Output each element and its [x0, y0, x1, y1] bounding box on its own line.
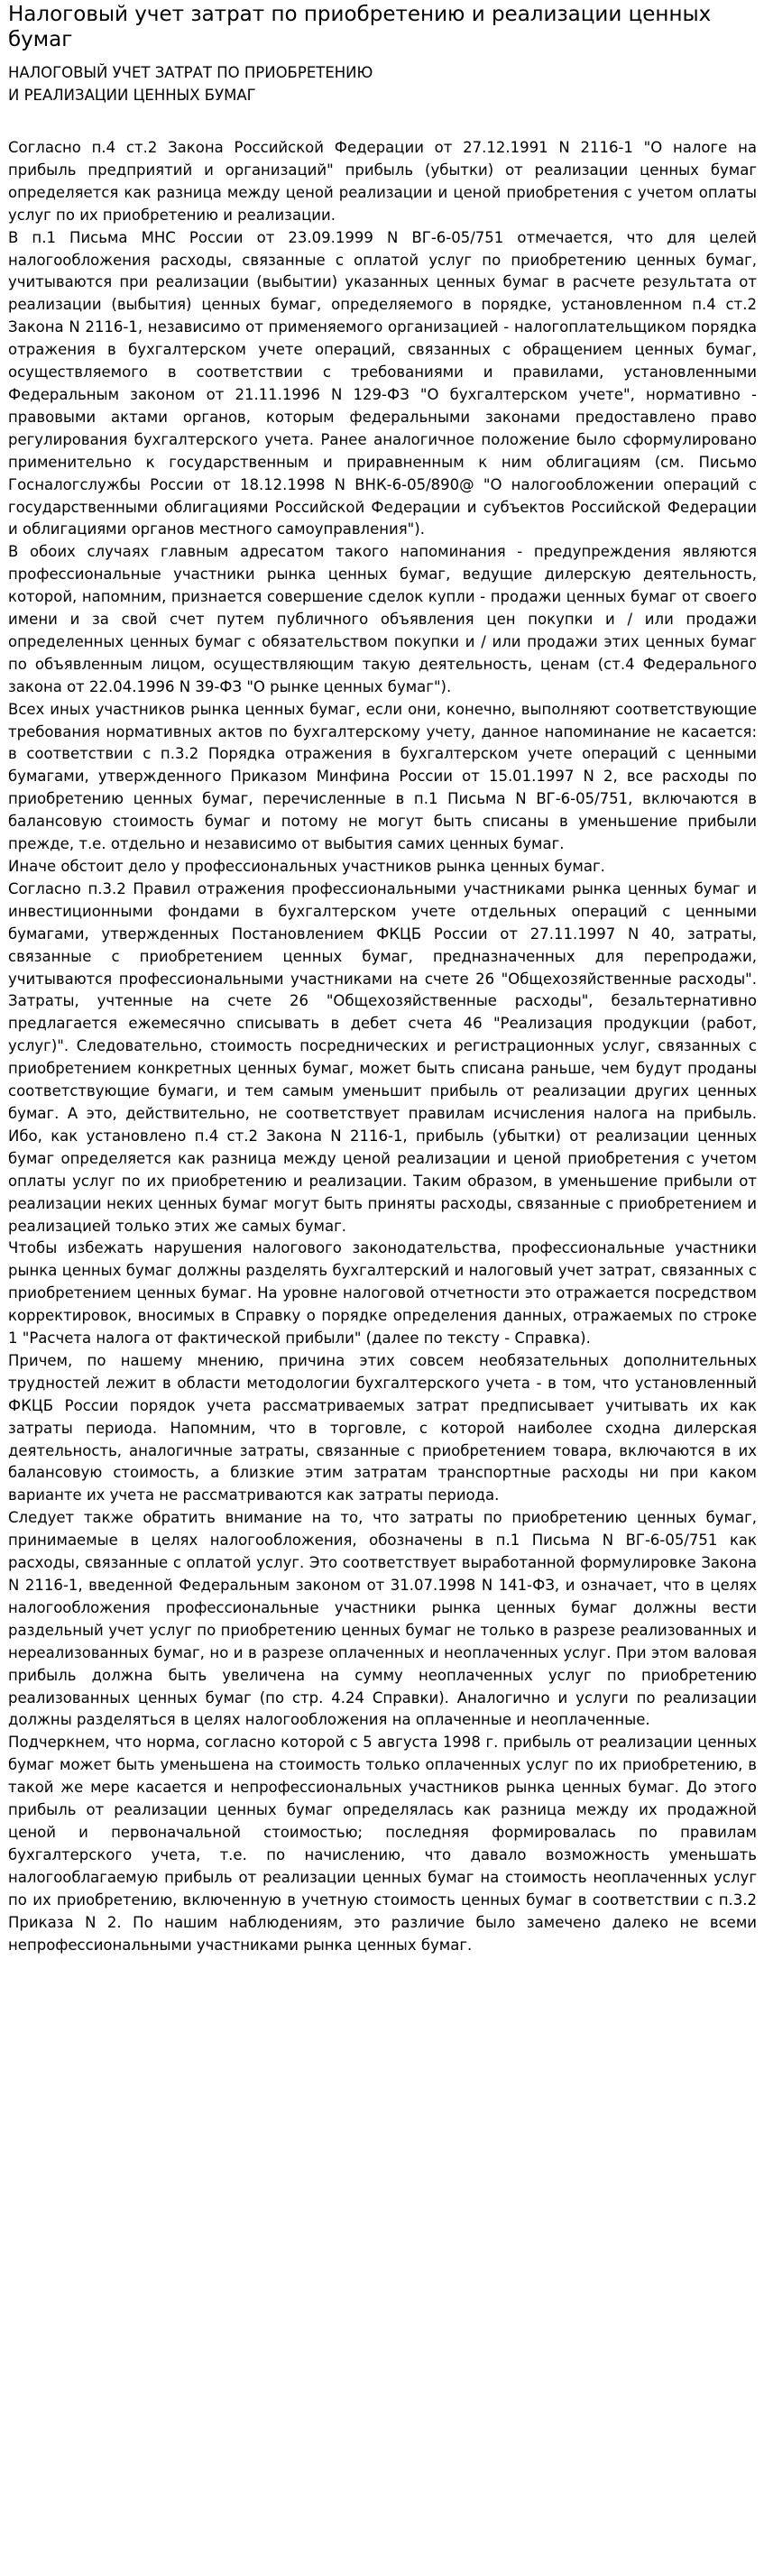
paragraph-4: Всех иных участников рынка ценных бумаг, если они, конечно, выполняют соответствующие требования нормативных актов по бухгалтерскому учету, данное напоминание не касается: в соответствии с п.3.2 Порядка отражения в бухгалтерском учете операций с ценными бумагами, утвержденного Приказом Минфина России от 15.01.1997 N 2, все расходы по приобретению ценных бумаг, перечисленные в п.1 Письма N ВГ-6-05/751, включаются в балансовую стоимость бумаг и потому не могут быть списаны в уменьшение прибыли прежде, т.е. отдельно и независимо от выбытия самих ценных бумаг. [8, 700, 757, 853]
paragraph-3: В обоих случаях главным адресатом такого напоминания - предупреждения являются профессиональные участники рынка ценных бумаг, ведущие дилерскую деятельность, которой, напомним, признается совершение сделок купли - продажи ценных бумаг от своего имени и за свой счет путем публичного объявления цен покупки и / или продажи определенных ценных бумаг с обязательством покупки и / или продажи этих ценных бумаг по объявленным лицом, осуществляющим такую деятельность, ценам (ст.4 Федерального закона от 22.04.1996 N 39-ФЗ "О рынке ценных бумаг"). [8, 543, 757, 695]
document-heading [8, 61, 757, 106]
paragraph-8: Причем, по нашему мнению, причина этих совсем необязательных дополнительных трудностей лежит в области методологии бухгалтерского учета - в том, что установленный ФКЦБ России порядок учета рассматриваемых затрат предписывает учитывать их как затраты периода. Напомним, что в торговле, с которой наиболее сходна дилерская деятельность, аналогичные затраты, связанные с приобретением товара, включаются в их балансовую стоимость, а близкие этим затратам транспортные расходы ни при каком варианте их учета не рассматриваются как затраты периода. [8, 1351, 757, 1504]
paragraph-7: Чтобы избежать нарушения налогового законодательства, профессиональные участники рынка ценных бумаг должны разделять бухгалтерский и налоговый учет затрат, связанных с приобретением ценных бумаг. На уровне налоговой отчетности это отражается посредством корректировок, вносимых в Справку о порядке определения данных, отражаемых по строке 1 "Расчета налога от фактической прибыли" (далее по тексту - Справка). [8, 1239, 757, 1348]
paragraph-1: Согласно п.4 ст.2 Закона Российской Федерации от 27.12.1991 N 2116-1 "О налоге на прибыль предприятий и организаций" прибыль (убытки) от реализации ценных бумаг определяется как разница между ценой реализации и ценой приобретения с учетом оплаты услуг по их приобретению и реализации. [8, 139, 757, 224]
paragraph-2: В п.1 Письма МНС России от 23.09.1999 N ВГ-6-05/751 отмечается, что для целей налогообложения расходы, связанные с оплатой услуг по приобретению ценных бумаг, учитываются при реализации (выбытии) указанных ценных бумаг в расчете результата от реализации (выбытия) ценных бумаг, определяемого в порядке, установленном п.4 ст.2 Закона N 2116-1, независимо от применяемого организацией - налогоплательщиком порядка отражения в бухгалтерском учете операций, связанных с обращением ценных бумаг, осуществляемого в соответствии с требованиями и правилами, установленными Федеральным законом от 21.11.1996 N 129-ФЗ "О бухгалтерском учете", нормативно - правовыми актами органов, которым федеральными законами предоставлено право регулирования бухгалтерского учета. Ранее аналогичное положение было сформулировано применительно к государственным и приравненным к ним облигациям (см. Письмо Госналогслужбы России от 18.12.1998 N ВНК-6-05/890@ "О налогообложении операций с государственными облигациями Российской Федерации и субъектов Российской Федерации и облигациями органов местного самоуправления"). [8, 228, 757, 538]
paragraph-9: Следует также обратить внимание на то, что затраты по приобретению ценных бумаг, принимаемые в целях налогообложения, обозначены в п.1 Письма N ВГ-6-05/751 как расходы, связанные с оплатой услуг. Это соответствует выработанной формулировке Закона N 2116-1, введенной Федеральным законом от 31.07.1998 N 141-ФЗ, и означает, что в целях налогообложения профессиональные участники рынка ценных бумаг должны вести раздельный учет услуг по приобретению ценных бумаг не только в разрезе реализованных и нереализованных бумаг, но и в разрезе оплаченных и неоплаченных услуг. При этом валовая прибыль должна быть увеличена на сумму неоплаченных услуг по приобретению реализованных ценных бумаг (по стр. 4.24 Справки). Аналогично и услуги по реализации должны разделяться в целях налогообложения на оплаченные и неоплаченные. [8, 1509, 757, 1729]
paragraph-5: Иначе обстоит дело у профессиональных участников рынка ценных бумаг. [8, 858, 605, 875]
document-heading-line-2: И РЕАЛИЗАЦИИ ЦЕННЫХ БУМАГ [8, 87, 256, 104]
document-heading-line-1: НАЛОГОВЫЙ УЧЕТ ЗАТРАТ ПО ПРИОБРЕТЕНИЮ [8, 64, 373, 81]
paragraph-6: Согласно п.3.2 Правил отражения профессиональными участниками рынка ценных бумаг и инвестиционными фондами в бухгалтерском учете отдельных операций с ценными бумагами, утвержденных Постановлением ФКЦБ России от 27.11.1997 N 40, затраты, связанные с приобретением ценных бумаг, предназначенных для перепродажи, учитываются профессиональными участниками на счете 26 "Общехозяйственные расходы". Затраты, учтенные на счете 26 "Общехозяйственные расходы", безальтернативно предлагается ежемесячно списывать в дебет счета 46 "Реализация продукции (работ, услуг)". Следовательно, стоимость посреднических и регистрационных услуг, связанных с приобретением конкретных ценных бумаг, может быть списана раньше, чем будут проданы соответствующие бумаги, и тем самым уменьшит прибыль от реализации других ценных бумаг. А это, действительно, не соответствует правилам исчисления налога на прибыль. Ибо, как установлено п.4 ст.2 Закона N 2116-1, прибыль (убытки) от реализации ценных бумаг определяется как разница между ценой реализации и ценой приобретения с учетом оплаты услуг по их приобретению и реализации. Таким образом, в уменьшение прибыли от реализации неких ценных бумаг могут быть приняты расходы, связанные с приобретением и реализацией только этих же самых бумаг. [8, 879, 757, 1235]
paragraph-10: Подчеркнем, что норма, согласно которой с 5 августа 1998 г. прибыль от реализации ценных бумаг может быть уменьшена на стоимость только оплаченных услуг по их приобретению, в такой же мере касается и непрофессиональных участников рынка ценных бумаг. До этого прибыль от реализации ценных бумаг определялась как разница между их продажной ценой и первоначальной стоимостью; последняя формировалась по правилам бухгалтерского учета, т.е. по начислению, что давало возможность уменьшать налогооблагаемую прибыль от реализации ценных бумаг на стоимость неоплаченных услуг по их приобретению, включенную в учетную стоимость ценных бумаг в соответствии с п.3.2 Приказа N 2. По нашим наблюдениям, это различие было замечено далеко не всеми непрофессиональными участниками рынка ценных бумаг. [8, 1734, 757, 1954]
article-body [8, 137, 757, 1956]
page-title: Налоговый учет затрат по приобретению и реализации ценных бумаг [8, 3, 712, 51]
